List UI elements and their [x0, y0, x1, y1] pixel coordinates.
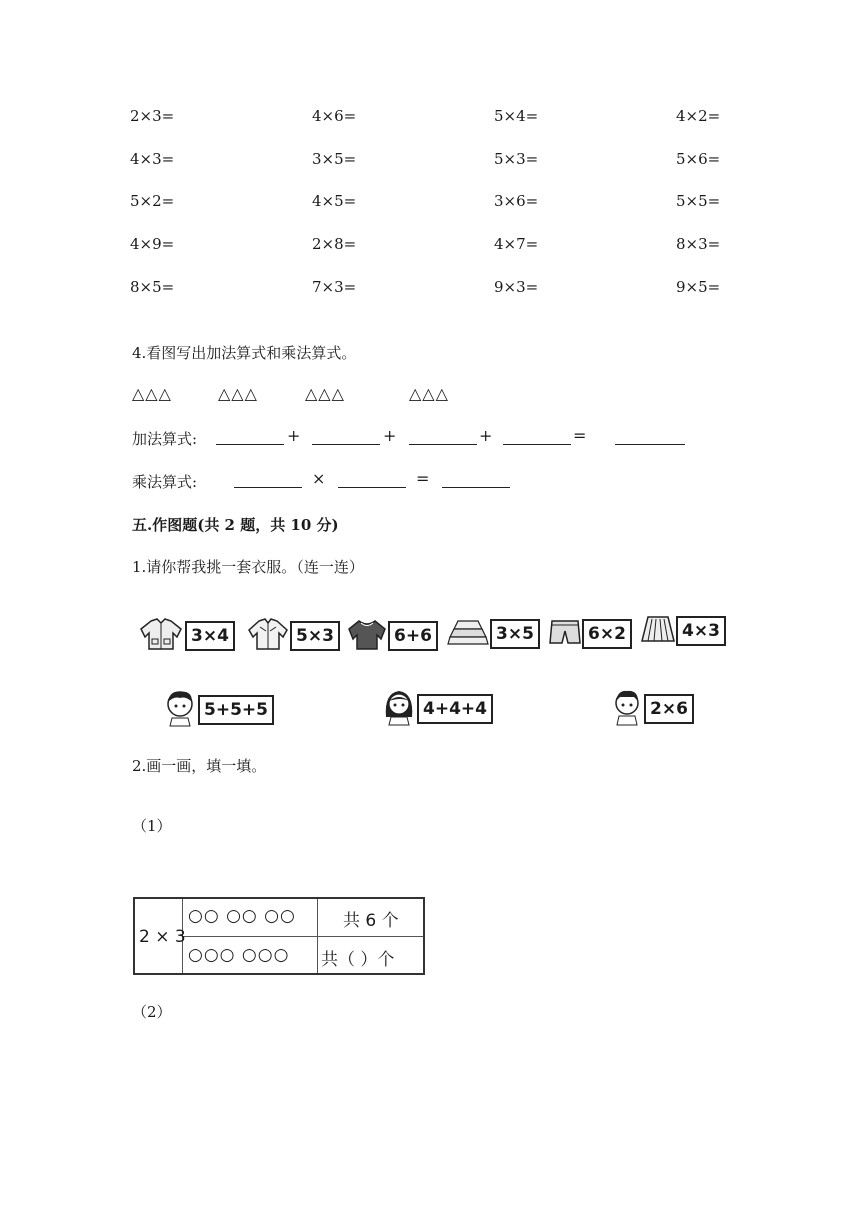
equation-item: 9×5= — [676, 278, 721, 296]
part-1-label: （1） — [132, 817, 172, 835]
q4-title: 4.看图写出加法算式和乘法算式。 — [132, 344, 357, 362]
clothing-item[interactable] — [548, 617, 632, 651]
addition-blank-4[interactable] — [503, 430, 571, 445]
addition-blank-3[interactable] — [409, 430, 477, 445]
equation-item: 4×6= — [312, 107, 357, 125]
clothing-item[interactable] — [246, 617, 340, 655]
equation-item: 4×5= — [312, 192, 357, 210]
clothing-label: 3×5 — [490, 619, 540, 649]
circle-table — [133, 897, 425, 975]
triangle-group: △△△ — [132, 384, 172, 403]
addition-blank-2[interactable] — [312, 430, 380, 445]
addition-result-blank[interactable] — [615, 430, 685, 445]
equation-item: 9×3= — [494, 278, 539, 296]
multiplication-blank-1[interactable] — [234, 473, 302, 488]
child-label: 4+4+4 — [417, 694, 493, 724]
equation-item: 5×2= — [130, 192, 175, 210]
plus-sign: + — [479, 426, 493, 445]
multiplication-result-blank[interactable] — [442, 473, 510, 488]
equation-item: 3×5= — [312, 150, 357, 168]
equation-item: 2×3= — [130, 107, 175, 125]
triangle-group: △△△ — [409, 384, 449, 403]
sweater-icon — [346, 617, 388, 655]
child-item[interactable] — [162, 688, 274, 732]
tiered-skirt-icon — [446, 617, 490, 651]
coat-icon — [246, 617, 290, 655]
addition-label: 加法算式: — [132, 430, 198, 448]
equation-item: 4×2= — [676, 107, 721, 125]
multiplication-blank-2[interactable] — [338, 473, 406, 488]
q2-title: 2.画一画，填一填。 — [132, 757, 267, 775]
addition-blank-1[interactable] — [216, 430, 284, 445]
clothing-item[interactable] — [446, 617, 540, 651]
equals-sign: = — [573, 426, 587, 445]
clothing-item[interactable] — [640, 613, 726, 649]
boy-icon — [162, 688, 198, 732]
circle-groups: ○○○ ○○○ — [188, 945, 290, 965]
section-heading: 五.作图题(共 2 题，共 10 分) — [132, 516, 339, 534]
clothing-label: 6+6 — [388, 621, 438, 651]
child-item[interactable] — [381, 687, 493, 731]
triangle-group: △△△ — [218, 384, 258, 403]
equation-item: 4×7= — [494, 235, 539, 253]
total-answer-field[interactable]: 共（ ）个 — [321, 950, 395, 970]
row-label: 2 × 3 — [139, 927, 186, 947]
child-label: 5+5+5 — [198, 695, 274, 725]
equation-item: 7×3= — [312, 278, 357, 296]
shorts-icon — [548, 617, 582, 651]
child-icon — [610, 687, 644, 731]
child-item[interactable] — [610, 687, 694, 731]
total-label: 共 6 个 — [343, 911, 399, 931]
circle-groups: ○○ ○○ ○○ — [188, 906, 296, 926]
pleated-skirt-icon — [640, 613, 676, 649]
clothing-label: 5×3 — [290, 621, 340, 651]
equation-item: 8×5= — [130, 278, 175, 296]
plus-sign: + — [287, 426, 301, 445]
clothing-item[interactable] — [346, 617, 438, 655]
q1-title: 1.请你帮我挑一套衣服。（连一连） — [132, 558, 364, 576]
equation-item: 5×5= — [676, 192, 721, 210]
equation-item: 5×3= — [494, 150, 539, 168]
clothing-label: 3×4 — [185, 621, 235, 651]
equation-item: 4×9= — [130, 235, 175, 253]
triangle-group: △△△ — [305, 384, 345, 403]
girl-icon — [381, 687, 417, 731]
equation-item: 4×3= — [130, 150, 175, 168]
plus-sign: + — [383, 426, 397, 445]
times-sign: × — [312, 469, 326, 488]
child-label: 2×6 — [644, 694, 694, 724]
equation-item: 2×8= — [312, 235, 357, 253]
clothing-label: 4×3 — [676, 616, 726, 646]
jacket-icon — [137, 617, 185, 655]
table-divider — [182, 936, 423, 937]
clothing-label: 6×2 — [582, 619, 632, 649]
equation-item: 5×4= — [494, 107, 539, 125]
equation-item: 3×6= — [494, 192, 539, 210]
equation-item: 8×3= — [676, 235, 721, 253]
clothing-item[interactable] — [137, 617, 235, 655]
equals-sign: = — [416, 469, 430, 488]
part-2-label: （2） — [132, 1003, 172, 1021]
multiplication-label: 乘法算式: — [132, 473, 198, 491]
equation-item: 5×6= — [676, 150, 721, 168]
